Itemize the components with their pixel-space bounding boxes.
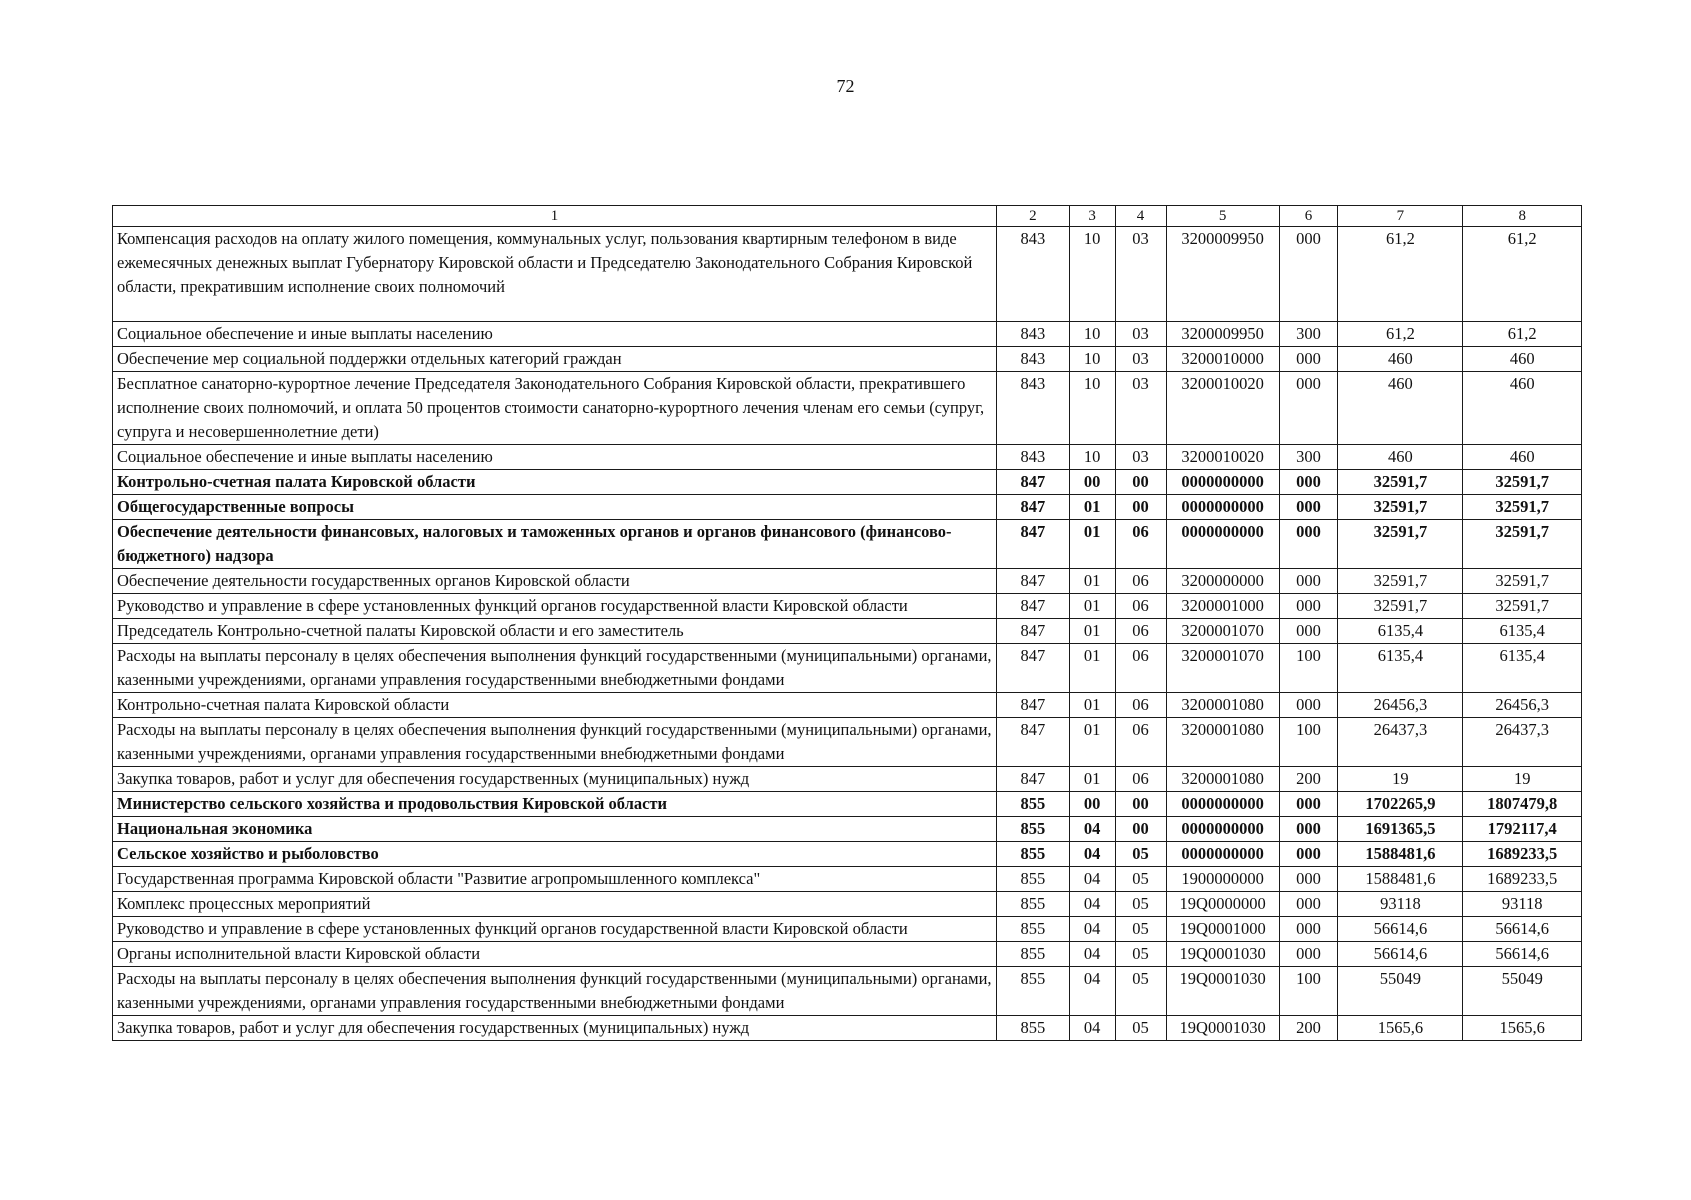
cell-col-5: 3200001070 [1166, 644, 1279, 693]
cell-col-7: 19 [1338, 767, 1463, 792]
cell-col-5: 3200010000 [1166, 347, 1279, 372]
cell-col-4: 03 [1115, 372, 1166, 445]
cell-col-3: 00 [1069, 470, 1115, 495]
cell-col-3: 10 [1069, 322, 1115, 347]
cell-col-2: 847 [997, 495, 1070, 520]
cell-col-8: 32591,7 [1463, 470, 1582, 495]
cell-name: Национальная экономика [113, 817, 997, 842]
header-col-4: 4 [1115, 206, 1166, 227]
cell-col-4: 06 [1115, 594, 1166, 619]
cell-col-5: 0000000000 [1166, 817, 1279, 842]
cell-col-7: 56614,6 [1338, 942, 1463, 967]
cell-col-6: 000 [1279, 892, 1338, 917]
table-row [113, 227, 1582, 322]
table-row [113, 767, 1582, 792]
cell-col-2: 855 [997, 817, 1070, 842]
cell-col-5: 3200000000 [1166, 569, 1279, 594]
cell-col-6: 000 [1279, 470, 1338, 495]
cell-col-8: 61,2 [1463, 322, 1582, 347]
cell-col-3: 10 [1069, 227, 1115, 322]
cell-col-6: 100 [1279, 718, 1338, 767]
cell-col-5: 3200009950 [1166, 227, 1279, 322]
cell-col-8: 32591,7 [1463, 594, 1582, 619]
table-row [113, 569, 1582, 594]
cell-col-4: 06 [1115, 693, 1166, 718]
cell-name: Обеспечение мер социальной поддержки отдельных категорий граждан [113, 347, 997, 372]
cell-col-5: 3200010020 [1166, 445, 1279, 470]
cell-name: Расходы на выплаты персоналу в целях обеспечения выполнения функций государственными (муниципальными) органами, казенными учреждениями, органами управления государственными внебюджетными фондами [113, 967, 997, 1016]
cell-col-5: 3200001000 [1166, 594, 1279, 619]
cell-col-7: 6135,4 [1338, 619, 1463, 644]
cell-col-4: 00 [1115, 495, 1166, 520]
table-row [113, 792, 1582, 817]
cell-col-7: 56614,6 [1338, 917, 1463, 942]
table-row [113, 967, 1582, 1016]
cell-col-7: 1702265,9 [1338, 792, 1463, 817]
cell-col-2: 843 [997, 322, 1070, 347]
cell-col-7: 460 [1338, 372, 1463, 445]
header-col-8: 8 [1463, 206, 1582, 227]
cell-name: Компенсация расходов на оплату жилого помещения, коммунальных услуг, пользования квартирным телефоном в виде ежемесячных денежных выплат Губернатору Кировской области и Председателю Законодательного Собрания Кировской области, прекратившим исполнение своих полномочий [113, 227, 997, 322]
cell-name: Социальное обеспечение и иные выплаты населению [113, 322, 997, 347]
cell-col-5: 19Q0001030 [1166, 967, 1279, 1016]
cell-name: Общегосударственные вопросы [113, 495, 997, 520]
cell-col-7: 1588481,6 [1338, 842, 1463, 867]
budget-table [112, 205, 1582, 1041]
cell-col-3: 01 [1069, 767, 1115, 792]
cell-name: Расходы на выплаты персоналу в целях обеспечения выполнения функций государственными (муниципальными) органами, казенными учреждениями, органами управления государственными внебюджетными фондами [113, 718, 997, 767]
cell-col-4: 06 [1115, 569, 1166, 594]
cell-name: Руководство и управление в сфере установленных функций органов государственной власти Кировской области [113, 917, 997, 942]
cell-col-8: 6135,4 [1463, 619, 1582, 644]
cell-col-4: 05 [1115, 1016, 1166, 1041]
cell-col-6: 000 [1279, 792, 1338, 817]
cell-col-3: 04 [1069, 967, 1115, 1016]
cell-col-3: 01 [1069, 619, 1115, 644]
cell-name: Бесплатное санаторно-курортное лечение Председателя Законодательного Собрания Кировской области, прекратившего исполнение своих полномочий, и оплата 50 процентов стоимости санаторно-курортного лечения членам его семьи (супруг, супруга и несовершеннолетние дети) [113, 372, 997, 445]
cell-col-2: 843 [997, 227, 1070, 322]
cell-col-3: 04 [1069, 942, 1115, 967]
cell-col-8: 1792117,4 [1463, 817, 1582, 842]
cell-col-2: 843 [997, 445, 1070, 470]
cell-name: Социальное обеспечение и иные выплаты населению [113, 445, 997, 470]
cell-col-5: 3200001080 [1166, 718, 1279, 767]
table-row [113, 470, 1582, 495]
cell-col-2: 855 [997, 792, 1070, 817]
cell-col-3: 10 [1069, 347, 1115, 372]
cell-col-6: 000 [1279, 495, 1338, 520]
cell-col-7: 1565,6 [1338, 1016, 1463, 1041]
cell-name: Руководство и управление в сфере установленных функций органов государственной власти Кировской области [113, 594, 997, 619]
cell-col-2: 847 [997, 520, 1070, 569]
cell-col-3: 01 [1069, 644, 1115, 693]
header-col-3: 3 [1069, 206, 1115, 227]
cell-col-8: 6135,4 [1463, 644, 1582, 693]
header-col-1: 1 [113, 206, 997, 227]
cell-col-7: 1588481,6 [1338, 867, 1463, 892]
cell-col-2: 847 [997, 594, 1070, 619]
cell-col-8: 26456,3 [1463, 693, 1582, 718]
cell-col-4: 03 [1115, 227, 1166, 322]
cell-col-3: 10 [1069, 445, 1115, 470]
cell-col-7: 26456,3 [1338, 693, 1463, 718]
cell-col-7: 32591,7 [1338, 520, 1463, 569]
cell-col-6: 100 [1279, 967, 1338, 1016]
cell-col-5: 0000000000 [1166, 470, 1279, 495]
cell-name: Государственная программа Кировской области "Развитие агропромышленного комплекса" [113, 867, 997, 892]
header-col-6: 6 [1279, 206, 1338, 227]
table-row [113, 693, 1582, 718]
cell-col-2: 855 [997, 1016, 1070, 1041]
cell-col-6: 000 [1279, 569, 1338, 594]
cell-col-2: 847 [997, 644, 1070, 693]
cell-col-3: 01 [1069, 718, 1115, 767]
cell-col-3: 04 [1069, 867, 1115, 892]
cell-col-3: 10 [1069, 372, 1115, 445]
cell-col-4: 05 [1115, 942, 1166, 967]
cell-col-8: 460 [1463, 347, 1582, 372]
cell-col-4: 03 [1115, 347, 1166, 372]
cell-col-7: 26437,3 [1338, 718, 1463, 767]
cell-col-8: 460 [1463, 372, 1582, 445]
cell-col-2: 855 [997, 842, 1070, 867]
table-row [113, 718, 1582, 767]
cell-col-7: 61,2 [1338, 322, 1463, 347]
cell-col-4: 05 [1115, 842, 1166, 867]
cell-col-7: 460 [1338, 445, 1463, 470]
cell-col-6: 000 [1279, 227, 1338, 322]
cell-name: Контрольно-счетная палата Кировской области [113, 693, 997, 718]
cell-name: Обеспечение деятельности государственных органов Кировской области [113, 569, 997, 594]
table-row [113, 842, 1582, 867]
cell-col-3: 01 [1069, 520, 1115, 569]
table-row [113, 817, 1582, 842]
cell-col-7: 93118 [1338, 892, 1463, 917]
cell-col-4: 00 [1115, 470, 1166, 495]
cell-name: Министерство сельского хозяйства и продовольствия Кировской области [113, 792, 997, 817]
cell-col-7: 55049 [1338, 967, 1463, 1016]
cell-col-2: 855 [997, 867, 1070, 892]
table-row [113, 892, 1582, 917]
cell-col-4: 06 [1115, 520, 1166, 569]
cell-name: Закупка товаров, работ и услуг для обеспечения государственных (муниципальных) нужд [113, 767, 997, 792]
cell-col-2: 847 [997, 718, 1070, 767]
cell-col-6: 000 [1279, 917, 1338, 942]
table-row [113, 347, 1582, 372]
cell-col-6: 200 [1279, 1016, 1338, 1041]
cell-col-2: 855 [997, 967, 1070, 1016]
cell-col-7: 6135,4 [1338, 644, 1463, 693]
cell-col-5: 19Q0001030 [1166, 942, 1279, 967]
cell-col-8: 56614,6 [1463, 942, 1582, 967]
cell-col-7: 32591,7 [1338, 594, 1463, 619]
table-row [113, 619, 1582, 644]
cell-col-3: 04 [1069, 1016, 1115, 1041]
cell-col-4: 05 [1115, 917, 1166, 942]
table-row [113, 322, 1582, 347]
cell-col-7: 61,2 [1338, 227, 1463, 322]
cell-col-6: 100 [1279, 644, 1338, 693]
cell-name: Органы исполнительной власти Кировской области [113, 942, 997, 967]
cell-name: Контрольно-счетная палата Кировской области [113, 470, 997, 495]
cell-name: Комплекс процессных мероприятий [113, 892, 997, 917]
table-row [113, 1016, 1582, 1041]
cell-name: Расходы на выплаты персоналу в целях обеспечения выполнения функций государственными (муниципальными) органами, казенными учреждениями, органами управления государственными внебюджетными фондами [113, 644, 997, 693]
table-row [113, 520, 1582, 569]
cell-col-4: 05 [1115, 867, 1166, 892]
cell-col-5: 0000000000 [1166, 792, 1279, 817]
cell-col-7: 1691365,5 [1338, 817, 1463, 842]
cell-col-5: 3200001080 [1166, 693, 1279, 718]
table-row [113, 594, 1582, 619]
cell-col-6: 000 [1279, 842, 1338, 867]
cell-col-8: 26437,3 [1463, 718, 1582, 767]
cell-col-5: 0000000000 [1166, 842, 1279, 867]
table-row [113, 644, 1582, 693]
cell-col-6: 000 [1279, 347, 1338, 372]
cell-col-7: 460 [1338, 347, 1463, 372]
cell-col-5: 3200001070 [1166, 619, 1279, 644]
budget-table-body [113, 206, 1582, 1041]
cell-col-5: 0000000000 [1166, 495, 1279, 520]
cell-col-7: 32591,7 [1338, 470, 1463, 495]
cell-col-2: 847 [997, 767, 1070, 792]
cell-col-8: 1689233,5 [1463, 842, 1582, 867]
cell-col-8: 1565,6 [1463, 1016, 1582, 1041]
table-row [113, 445, 1582, 470]
cell-col-4: 06 [1115, 619, 1166, 644]
cell-col-7: 32591,7 [1338, 495, 1463, 520]
table-row [113, 372, 1582, 445]
cell-col-3: 04 [1069, 817, 1115, 842]
cell-col-8: 56614,6 [1463, 917, 1582, 942]
cell-col-8: 61,2 [1463, 227, 1582, 322]
cell-col-6: 000 [1279, 594, 1338, 619]
cell-col-4: 03 [1115, 322, 1166, 347]
header-col-5: 5 [1166, 206, 1279, 227]
cell-col-4: 00 [1115, 792, 1166, 817]
cell-col-2: 855 [997, 917, 1070, 942]
cell-col-3: 01 [1069, 693, 1115, 718]
header-col-7: 7 [1338, 206, 1463, 227]
cell-col-6: 000 [1279, 693, 1338, 718]
cell-col-2: 847 [997, 619, 1070, 644]
cell-col-3: 00 [1069, 792, 1115, 817]
cell-col-6: 000 [1279, 619, 1338, 644]
budget-table-container [112, 205, 1582, 1041]
cell-col-4: 06 [1115, 767, 1166, 792]
cell-col-2: 843 [997, 372, 1070, 445]
cell-col-4: 06 [1115, 644, 1166, 693]
cell-col-4: 00 [1115, 817, 1166, 842]
cell-col-8: 32591,7 [1463, 495, 1582, 520]
cell-col-5: 0000000000 [1166, 520, 1279, 569]
cell-col-6: 200 [1279, 767, 1338, 792]
cell-name: Обеспечение деятельности финансовых, налоговых и таможенных органов и органов финансового (финансово-бюджетного) надзора [113, 520, 997, 569]
cell-name: Председатель Контрольно-счетной палаты Кировской области и его заместитель [113, 619, 997, 644]
cell-col-2: 843 [997, 347, 1070, 372]
cell-col-4: 05 [1115, 892, 1166, 917]
cell-col-3: 01 [1069, 594, 1115, 619]
cell-col-6: 000 [1279, 817, 1338, 842]
cell-col-8: 460 [1463, 445, 1582, 470]
cell-col-3: 01 [1069, 569, 1115, 594]
table-row [113, 942, 1582, 967]
cell-col-5: 19Q0001030 [1166, 1016, 1279, 1041]
cell-col-5: 19Q0001000 [1166, 917, 1279, 942]
table-row [113, 917, 1582, 942]
cell-col-2: 855 [997, 942, 1070, 967]
header-col-2: 2 [997, 206, 1070, 227]
cell-col-3: 04 [1069, 892, 1115, 917]
cell-col-2: 855 [997, 892, 1070, 917]
cell-col-5: 1900000000 [1166, 867, 1279, 892]
table-row [113, 867, 1582, 892]
cell-col-3: 04 [1069, 917, 1115, 942]
cell-col-6: 000 [1279, 942, 1338, 967]
cell-col-2: 847 [997, 693, 1070, 718]
cell-col-8: 32591,7 [1463, 569, 1582, 594]
cell-col-8: 19 [1463, 767, 1582, 792]
cell-col-4: 03 [1115, 445, 1166, 470]
cell-col-6: 000 [1279, 372, 1338, 445]
cell-col-7: 32591,7 [1338, 569, 1463, 594]
cell-col-3: 04 [1069, 842, 1115, 867]
cell-col-8: 32591,7 [1463, 520, 1582, 569]
cell-col-4: 06 [1115, 718, 1166, 767]
cell-col-3: 01 [1069, 495, 1115, 520]
cell-col-4: 05 [1115, 967, 1166, 1016]
cell-col-5: 3200009950 [1166, 322, 1279, 347]
cell-col-5: 3200001080 [1166, 767, 1279, 792]
cell-name: Сельское хозяйство и рыболовство [113, 842, 997, 867]
cell-col-6: 000 [1279, 867, 1338, 892]
page-number: 72 [836, 76, 855, 96]
cell-col-8: 93118 [1463, 892, 1582, 917]
cell-col-2: 847 [997, 470, 1070, 495]
cell-col-2: 847 [997, 569, 1070, 594]
table-row [113, 495, 1582, 520]
cell-col-5: 3200010020 [1166, 372, 1279, 445]
cell-col-6: 300 [1279, 322, 1338, 347]
table-header-row [113, 206, 1582, 227]
cell-name: Закупка товаров, работ и услуг для обеспечения государственных (муниципальных) нужд [113, 1016, 997, 1041]
cell-col-6: 300 [1279, 445, 1338, 470]
cell-col-6: 000 [1279, 520, 1338, 569]
cell-col-5: 19Q0000000 [1166, 892, 1279, 917]
cell-col-8: 55049 [1463, 967, 1582, 1016]
cell-col-8: 1689233,5 [1463, 867, 1582, 892]
cell-col-8: 1807479,8 [1463, 792, 1582, 817]
